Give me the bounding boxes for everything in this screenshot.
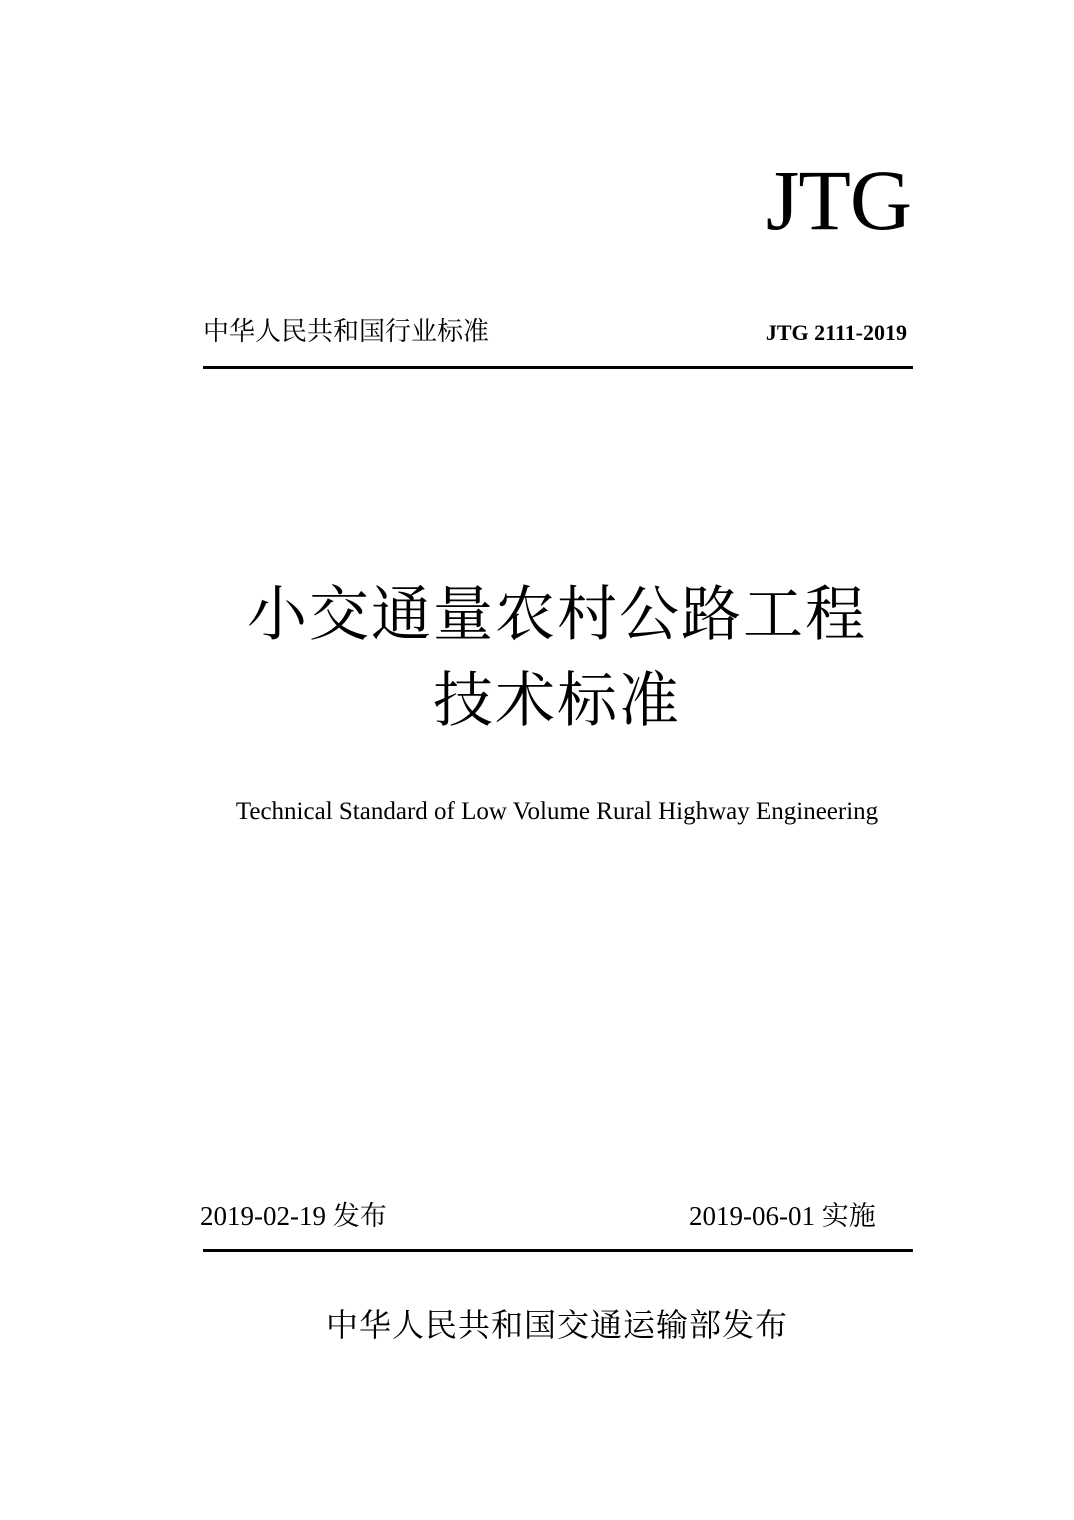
title-line-2: 技术标准 (433, 668, 681, 734)
bottom-divider (203, 1249, 913, 1252)
issue-date: 2019-02-19 发布 (200, 1201, 387, 1231)
standard-number: JTG 2111-2019 (765, 320, 907, 345)
top-divider (203, 366, 913, 369)
date-row (200, 1196, 900, 1236)
english-title: Technical Standard of Low Volume Rural Highway Engineering (235, 798, 879, 825)
effective-date: 2019-06-01 实施 (689, 1201, 876, 1231)
series-code: JTG (765, 152, 911, 248)
document-title (0, 572, 1074, 744)
title-line-1: 小交通量农村公路工程 (247, 582, 867, 648)
header-row (203, 312, 913, 352)
publisher: 中华人民共和国交通运输部发布 (325, 1307, 788, 1343)
industry-standard-label: 中华人民共和国行业标准 (203, 317, 490, 346)
